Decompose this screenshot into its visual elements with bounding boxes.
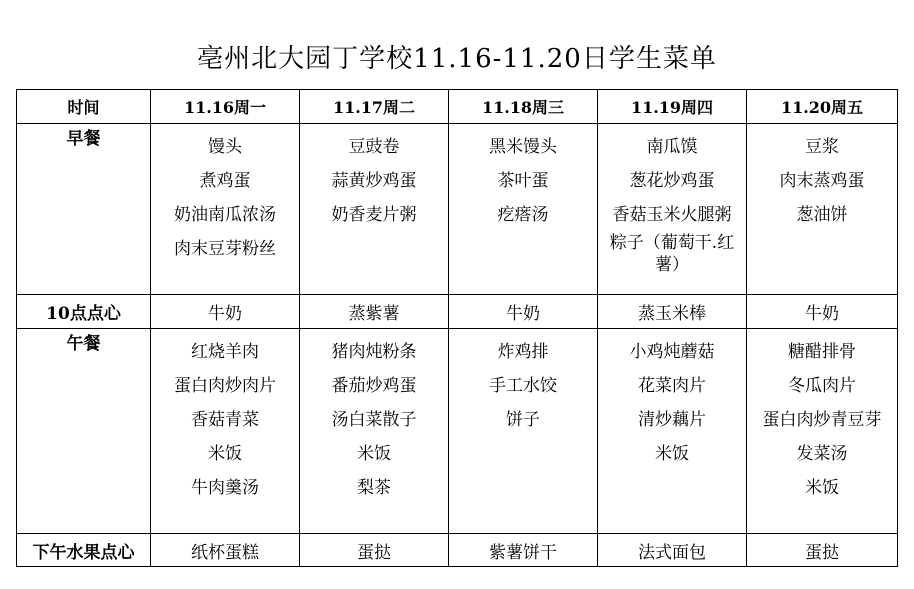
fruit-snack-cell: 纸杯蛋糕: [151, 534, 300, 567]
snack-cell: 蒸紫薯: [300, 295, 449, 329]
menu-item: 红烧羊肉: [191, 342, 259, 362]
menu-item: 蒜黄炒鸡蛋: [331, 171, 417, 191]
menu-item: 糖醋排骨: [788, 342, 856, 362]
breakfast-cell-wed: [449, 124, 598, 295]
menu-item: 番茄炒鸡蛋: [331, 376, 417, 396]
snack-cell: 牛奶: [151, 295, 300, 329]
lunch-cell-mon: [151, 329, 300, 534]
menu-item: 蛋白肉炒肉片: [174, 376, 276, 396]
lunch-cell-thu: [598, 329, 747, 534]
header-row: [17, 90, 898, 124]
menu-item: 南瓜馍: [646, 137, 698, 157]
fruit-snack-cell: 法式面包: [598, 534, 747, 567]
day-header: 11.18周三: [449, 90, 598, 124]
snack-row: [17, 295, 898, 329]
menu-item: 葱油饼: [796, 205, 848, 225]
fruit-snack-cell: 蛋挞: [300, 534, 449, 567]
menu-item: 米饭: [357, 444, 391, 464]
menu-item: 黑米馒头: [489, 137, 557, 157]
breakfast-label: 早餐: [17, 124, 151, 295]
breakfast-cell-mon: [151, 124, 300, 295]
menu-item: 手工水饺: [489, 376, 557, 396]
lunch-cell-fri: [747, 329, 898, 534]
menu-item: 清炒藕片: [638, 410, 706, 430]
day-header: 11.19周四: [598, 90, 747, 124]
menu-title: 亳州北大园丁学校11.16-11.20日学生菜单: [197, 44, 717, 74]
menu-item: 蛋白肉炒青豆芽: [762, 410, 882, 430]
menu-item: 奶香麦片粥: [331, 205, 417, 225]
breakfast-cell-fri: [747, 124, 898, 295]
menu-item: 米饭: [208, 444, 242, 464]
snack-cell: 蒸玉米棒: [598, 295, 747, 329]
menu-item: 花菜肉片: [638, 376, 706, 396]
snack-label: 10点点心: [17, 295, 151, 329]
menu-item: 发菜汤: [796, 444, 848, 464]
lunch-cell-tue: [300, 329, 449, 534]
breakfast-row: [17, 124, 898, 295]
snack-cell: 牛奶: [747, 295, 898, 329]
menu-item: 小鸡炖蘑菇: [629, 342, 715, 362]
menu-item: 煮鸡蛋: [199, 171, 251, 191]
fruit-snack-cell: 紫薯饼干: [449, 534, 598, 567]
time-header: 时间: [17, 90, 151, 124]
menu-item: 粽子（葡萄干.红薯）: [609, 233, 735, 275]
day-header: 11.17周二: [300, 90, 449, 124]
lunch-label: 午餐: [17, 329, 151, 534]
menu-item: 香菇玉米火腿粥: [612, 205, 732, 225]
menu-item: 饼子: [506, 410, 540, 430]
menu-item: 疙瘩汤: [497, 205, 549, 225]
menu-item: 米饭: [655, 444, 689, 464]
menu-item: 奶油南瓜浓汤: [174, 205, 276, 225]
menu-item: 葱花炒鸡蛋: [629, 171, 715, 191]
menu-item: 茶叶蛋: [497, 171, 549, 191]
menu-item: 香菇青菜: [191, 410, 259, 430]
lunch-cell-wed: [449, 329, 598, 534]
menu-item: 猪肉炖粉条: [331, 342, 417, 362]
fruit-snack-row: [17, 534, 898, 567]
snack-cell: 牛奶: [449, 295, 598, 329]
breakfast-cell-tue: [300, 124, 449, 295]
fruit-snack-label: 下午水果点心: [17, 534, 151, 567]
weekly-menu-table: [16, 89, 898, 567]
menu-item: 炸鸡排: [497, 342, 549, 362]
menu-item: 馒头: [208, 137, 242, 157]
menu-item: 肉末豆芽粉丝: [174, 239, 276, 259]
menu-item: 豆豉卷: [348, 137, 400, 157]
menu-item: 牛肉羹汤: [191, 478, 259, 498]
day-header: 11.20周五: [747, 90, 898, 124]
menu-item: 梨茶: [357, 478, 391, 498]
lunch-row: [17, 329, 898, 534]
breakfast-cell-thu: [598, 124, 747, 295]
menu-item: 汤白菜散子: [331, 410, 417, 430]
menu-item: 肉末蒸鸡蛋: [779, 171, 865, 191]
menu-item: 冬瓜肉片: [788, 376, 856, 396]
menu-item: 豆浆: [805, 137, 839, 157]
fruit-snack-cell: 蛋挞: [747, 534, 898, 567]
menu-item: 米饭: [805, 478, 839, 498]
day-header: 11.16周一: [151, 90, 300, 124]
